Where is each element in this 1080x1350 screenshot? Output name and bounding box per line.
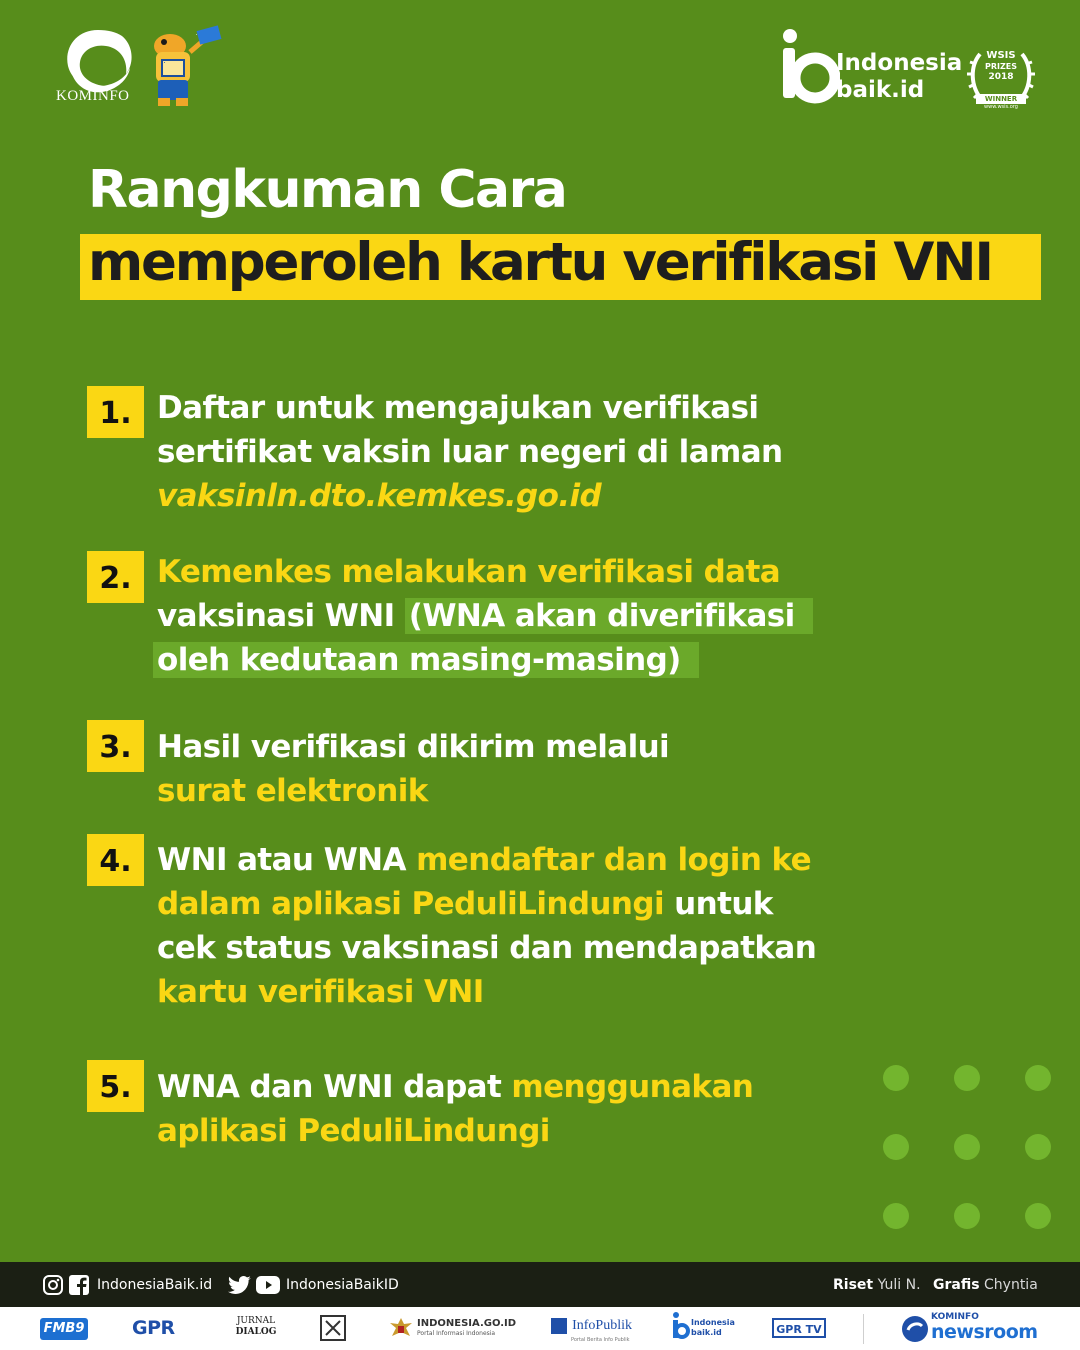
step-1-line2: sertifikat vaksin luar negeri di laman [157,434,783,470]
wsis-title [966,50,1036,83]
decor-dot [1025,1065,1051,1091]
decor-dot [883,1065,909,1091]
kominfo-newsroom-icon [900,1314,930,1344]
step-4-line1a: WNI atau WNA [157,842,417,878]
step-1-link[interactable]: vaksinln.dto.kemkes.go.id [157,478,602,514]
wsis-line1: WSIS [986,50,1016,61]
step-4-line2a: dalam aplikasi PeduliLindungi [157,886,664,922]
kominfo-label: KOMINFO [56,88,130,104]
infopublik-sub: Portal Berita Info Publik [571,1337,630,1343]
infopublik-icon [551,1318,567,1334]
step-2-line2 [157,594,813,638]
grafis-label: Grafis [933,1277,980,1293]
website-handle[interactable]: IndonesiaBaik.id [97,1277,213,1293]
kominfo-newsroom-logo[interactable] [931,1312,1038,1342]
decor-dot [954,1065,980,1091]
grafis-credit [933,1274,1038,1296]
youtube-icon[interactable] [256,1276,280,1294]
newsroom-text: newsroom [931,1321,1038,1343]
riset-label: Riset [833,1277,874,1293]
decor-dot [954,1134,980,1160]
step-1-number: 1. [87,386,144,438]
jurnal-line2: DIALOG [235,1327,277,1337]
infopublik-logo[interactable] [551,1318,632,1344]
decor-dot [883,1203,909,1229]
step-5-text [157,1065,753,1153]
garuda-emblem-icon [388,1316,414,1342]
kom-badge-icon[interactable] [320,1315,346,1341]
mascot-flag-text [196,34,197,35]
infopublik-text: InfoPublik [572,1318,632,1333]
step-5-line1b: menggunakan [511,1069,754,1105]
jurnal-dialog-logo[interactable] [233,1316,279,1338]
ib-small-line2: baik.id [691,1328,722,1337]
decor-dot [954,1203,980,1229]
tv-digital-mascot-icon [142,22,222,108]
gpr-tv-logo[interactable]: GPR TV [772,1318,826,1338]
step-4-line4: kartu verifikasi VNI [157,974,484,1010]
footer-divider [863,1314,864,1344]
step-4-line3: cek status vaksinasi dan mendapatkan [157,930,817,966]
step-2-line3 [157,638,813,682]
step-2-text [157,550,813,682]
indonesia-baik-logo-icon [780,28,840,106]
step-1-text [157,386,783,518]
step-5-line1 [157,1065,753,1109]
step-5-line1a: WNA dan WNI dapat [157,1069,512,1105]
step-2-line2b: (WNA akan diverifikasi [405,598,813,634]
newsroom-top: KOMINFO [931,1312,979,1322]
step-4-number: 4. [87,834,144,886]
step-3-line2: surat elektronik [157,773,428,809]
ib-line2: baik.id [836,77,925,103]
title-line2: memperoleh kartu verifikasi VNI [88,232,992,293]
indonesia-go-sub: Portal Informasi Indonesia [417,1330,496,1337]
step-1-line1: Daftar untuk mengajukan verifikasi [157,390,759,426]
mascot-badge-text [164,62,165,63]
step-3-line1: Hasil verifikasi dikirim melalui [157,729,670,765]
step-4-line2b: untuk [663,886,773,922]
indonesia-baik-small-logo[interactable] [691,1318,735,1338]
decor-dot [883,1134,909,1160]
step-4-text [157,838,816,1014]
wsis-url: www.wsis.org [984,104,1018,110]
step-4-line1 [157,838,816,882]
wsis-winner: WINNER [984,95,1018,103]
indonesia-baik-small-icon [672,1312,690,1340]
indonesia-baik-wordmark [836,50,962,104]
indonesia-go-logo[interactable] [417,1318,516,1338]
riset-name: Yuli N. [877,1277,921,1293]
step-5-number: 5. [87,1060,144,1112]
ib-small-line1: Indonesia [691,1318,735,1327]
step-5-line2: aplikasi PeduliLindungi [157,1113,550,1149]
step-4-line2 [157,882,816,926]
step-2-line3-text: oleh kedutaan masing-masing) [153,642,699,678]
riset-credit [833,1274,921,1296]
instagram-icon[interactable] [42,1274,64,1296]
twitter-icon[interactable] [228,1275,252,1295]
step-2-number: 2. [87,551,144,603]
ib-line1: Indonesia [836,50,963,76]
decor-dot [1025,1134,1051,1160]
gpr-logo[interactable]: GPR [132,1317,175,1339]
step-2-line1: Kemenkes melakukan verifikasi data [157,554,781,590]
decor-dot [1025,1203,1051,1229]
jurnal-line1: JURNAL [236,1316,276,1326]
facebook-icon[interactable] [68,1274,90,1296]
step-3-text [157,725,669,813]
wsis-year: 2018 [988,72,1014,82]
social-handle[interactable]: IndonesiaBaikID [286,1277,399,1293]
step-4-line1b: mendaftar dan login ke [416,842,812,878]
wsis-prizes-badge [966,44,1036,112]
step-2-line2a: vaksinasi WNI [157,598,405,634]
step-3-number: 3. [87,720,144,772]
fmb9-logo[interactable]: FMB9 [40,1318,88,1340]
indonesia-go-text: INDONESIA.GO.ID [417,1318,517,1329]
title-line1: Rangkuman Cara [88,160,567,220]
wsis-line2: PRIZES [984,62,1018,71]
grafis-name: Chyntia [984,1277,1038,1293]
